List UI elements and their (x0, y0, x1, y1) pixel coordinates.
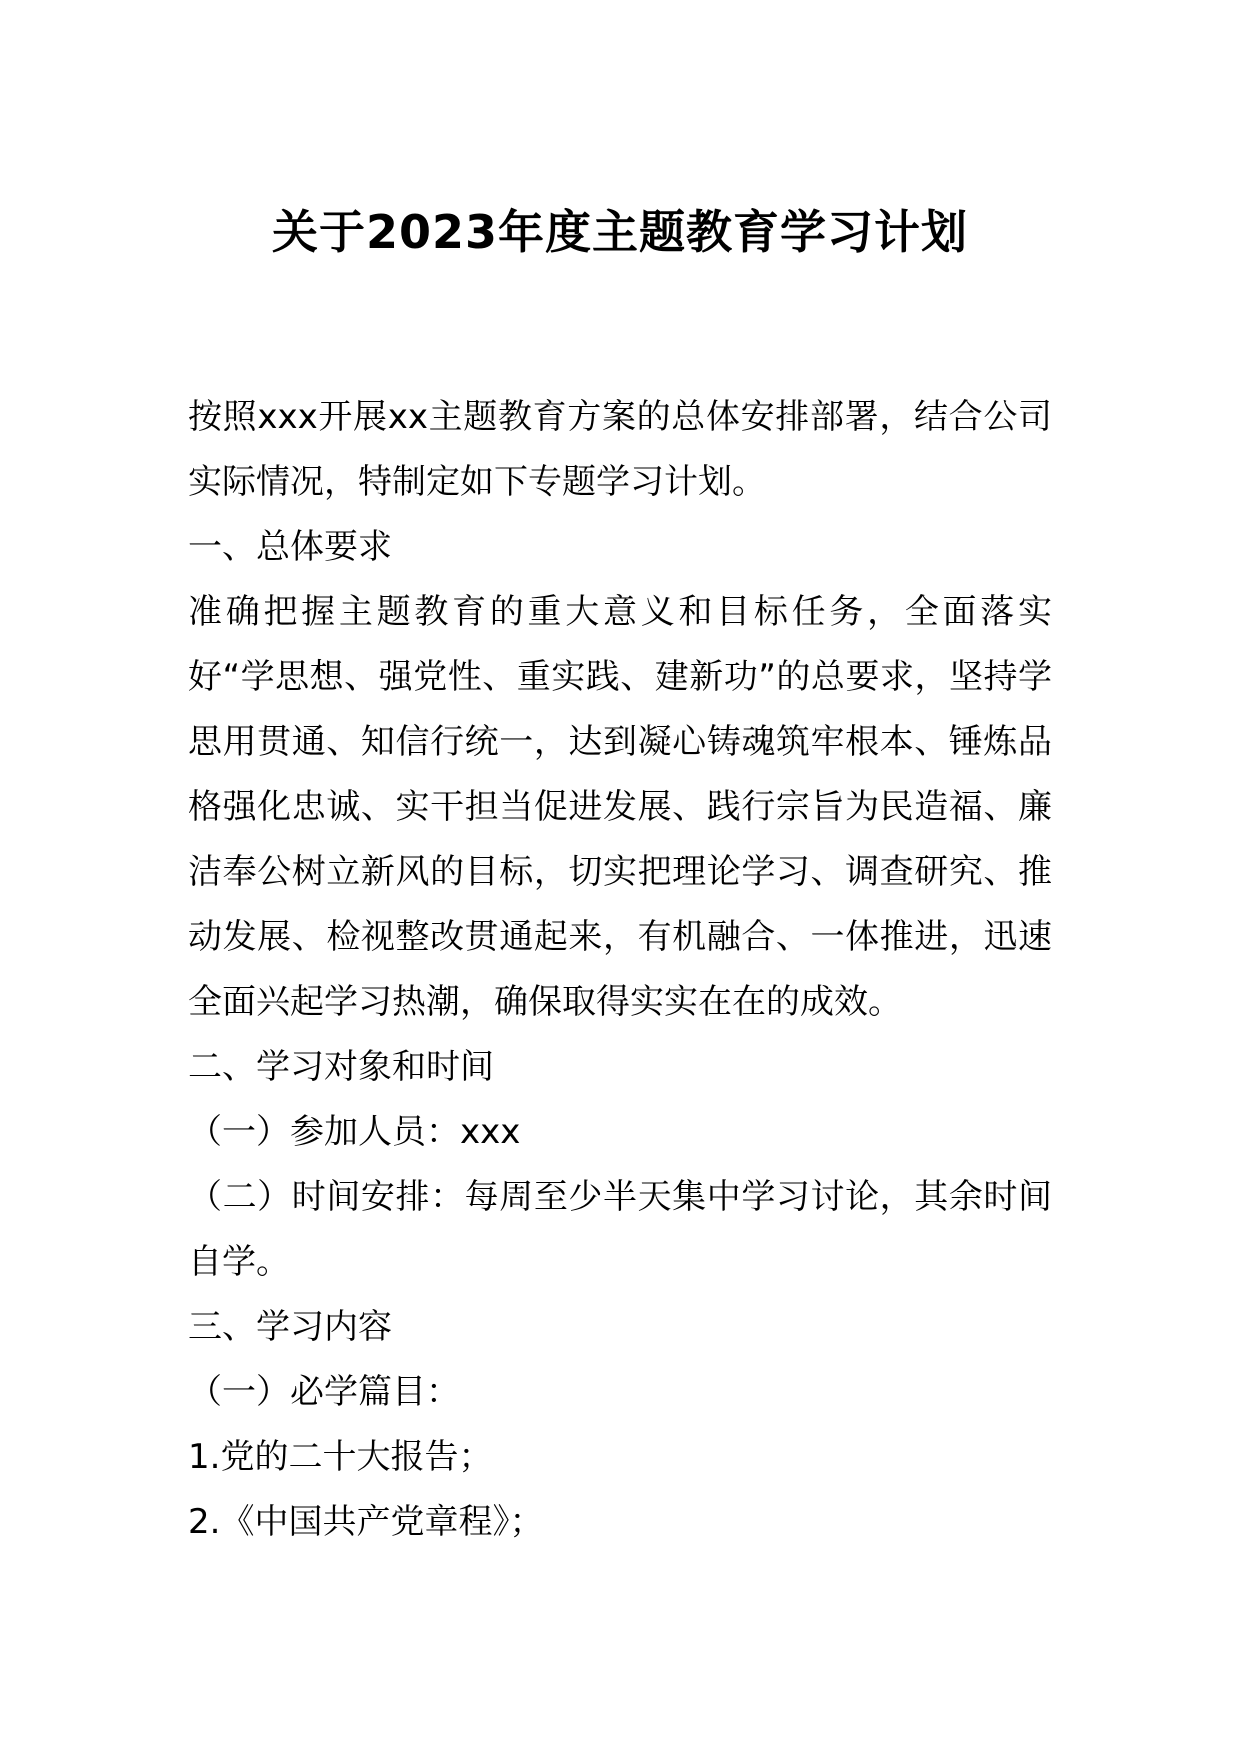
document-body (188, 385, 1052, 1555)
participants-line: （一）参加人员：xxx (188, 1112, 521, 1152)
section-heading-general-requirements: 一、总体要求 (188, 527, 392, 567)
general-requirements-paragraph: 准确把握主题教育的重大意义和目标任务，全面落实好“学思想、强党性、重实践、建新功”的总要求，坚持学思用贯通、知信行统一，达到凝心铸魂筑牢根本、锤炼品格强化忠诚、实干担当促进发展、践行宗旨为民造福、廉洁奉公树立新风的目标，切实把理论学习、调查研究、推动发展、检视整改贯通起来，有机融合、一体推进，迅速全面兴起学习热潮，确保取得实实在在的成效。 (188, 592, 1052, 1022)
section-heading-study-content: 三、学习内容 (188, 1307, 392, 1347)
section-heading-participants-and-time: 二、学习对象和时间 (188, 1047, 494, 1087)
document-title: 关于2023年度主题教育学习计划 (271, 205, 969, 259)
reading-item-2: 2.《中国共产党章程》； (188, 1502, 544, 1542)
required-readings-heading: （一）必学篇目： (188, 1372, 460, 1412)
schedule-paragraph: （二）时间安排：每周至少半天集中学习讨论，其余时间自学。 (188, 1177, 1052, 1282)
reading-item-1: 1.党的二十大报告； (188, 1437, 493, 1477)
intro-paragraph: 按照xxx开展xx主题教育方案的总体安排部署，结合公司实际情况，特制定如下专题学习计划。 (188, 397, 1052, 502)
